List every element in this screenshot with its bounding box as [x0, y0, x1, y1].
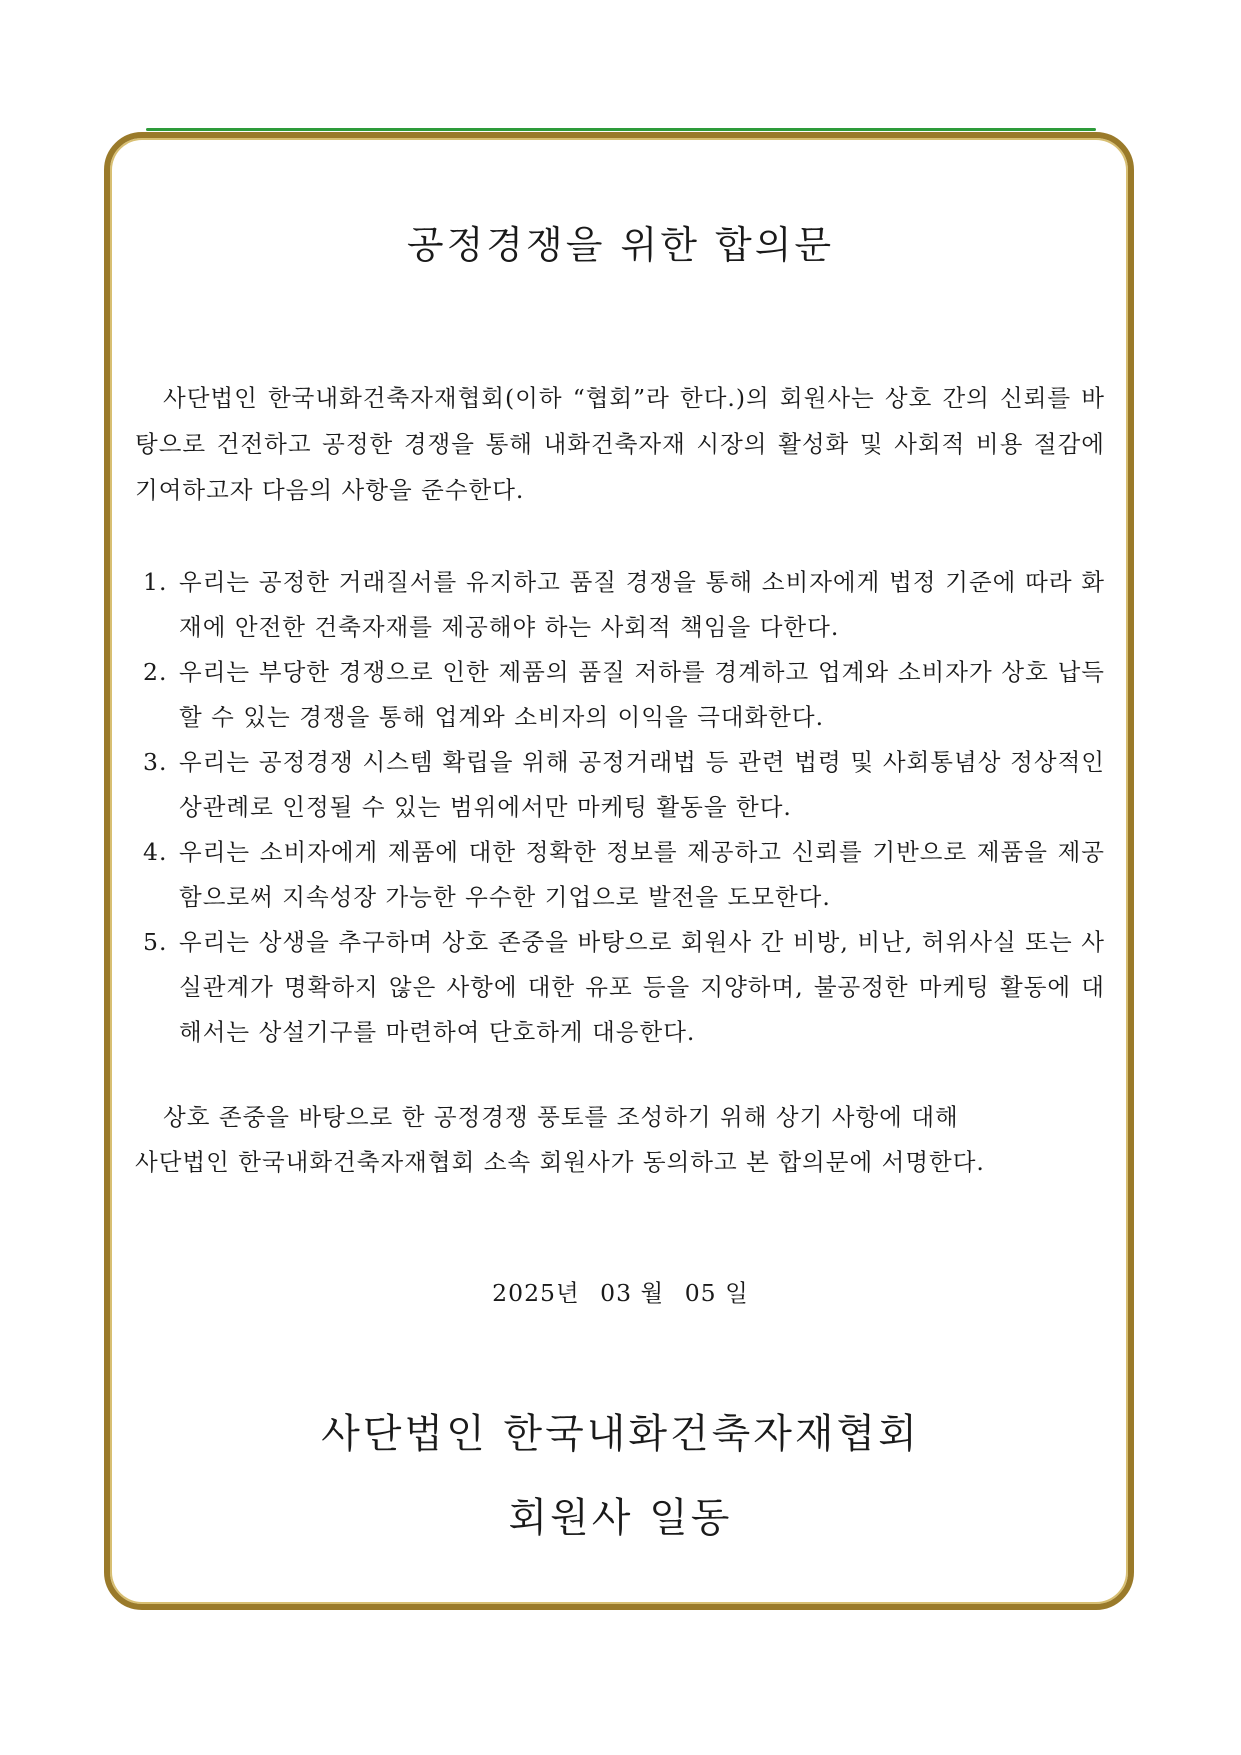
item-number: 4. [143, 838, 168, 866]
organization-name: 사단법인 한국내화건축자재협회 [321, 1411, 920, 1457]
item-number: 3. [143, 748, 168, 776]
document-title: 공정경쟁을 위한 합의문 [406, 223, 835, 267]
agreement-item [135, 920, 1105, 1055]
agreement-item [135, 650, 1105, 740]
item-text: 우리는 소비자에게 제품에 대한 정확한 정보를 제공하고 신뢰를 기반으로 제품을 제공함으로써 지속성장 가능한 우수한 기업으로 발전을 도모한다. [179, 838, 1105, 911]
date-month: 03 월 [600, 1279, 665, 1307]
item-text: 우리는 상생을 추구하며 상호 존중을 바탕으로 회원사 간 비방, 비난, 허위사실 또는 사실관계가 명확하지 않은 사항에 대한 유포 등을 지양하며, 불공정한 마케팅 활동에 대해서는 상설기구를 마련하여 단호하게 대응한다. [179, 928, 1105, 1046]
date-day: 05 일 [684, 1279, 749, 1307]
date-year: 2025년 [492, 1279, 580, 1307]
closing-line-2: 사단법인 한국내화건축자재협회 소속 회원사가 동의하고 본 합의문에 서명한다. [135, 1148, 985, 1176]
item-text: 우리는 공정한 거래질서를 유지하고 품질 경쟁을 통해 소비자에게 법정 기준에 따라 화재에 안전한 건축자재를 제공해야 하는 사회적 책임을 다한다. [179, 568, 1105, 641]
item-text: 우리는 부당한 경쟁으로 인한 제품의 품질 저하를 경계하고 업계와 소비자가 상호 납득할 수 있는 경쟁을 통해 업계와 소비자의 이익을 극대화한다. [179, 658, 1105, 731]
agreement-item [135, 830, 1105, 920]
signing-date [0, 1274, 1241, 1308]
frame-top-accent [146, 128, 1096, 131]
item-number: 5. [143, 928, 168, 956]
closing-paragraph [135, 1095, 1105, 1185]
item-number: 2. [143, 658, 168, 686]
agreement-item [135, 740, 1105, 830]
item-number: 1. [143, 568, 168, 596]
agreement-items-list [135, 560, 1105, 1055]
item-text: 우리는 공정경쟁 시스템 확립을 위해 공정거래법 등 관련 법령 및 사회통념상 정상적인 상관례로 인정될 수 있는 범위에서만 마케팅 활동을 한다. [179, 748, 1105, 821]
closing-line-1: 상호 존중을 바탕으로 한 공정경쟁 풍토를 조성하기 위해 상기 사항에 대해 [163, 1103, 959, 1131]
agreement-item [135, 560, 1105, 650]
intro-paragraph: 사단법인 한국내화건축자재협회(이하 “협회”라 한다.)의 회원사는 상호 간의 신뢰를 바탕으로 건전하고 공정한 경쟁을 통해 내화건축자재 시장의 활성화 및 사회적 비용 절감에 기여하고자 다음의 사항을 준수한다. [135, 384, 1105, 504]
signatories-label: 회원사 일동 [508, 1495, 733, 1541]
